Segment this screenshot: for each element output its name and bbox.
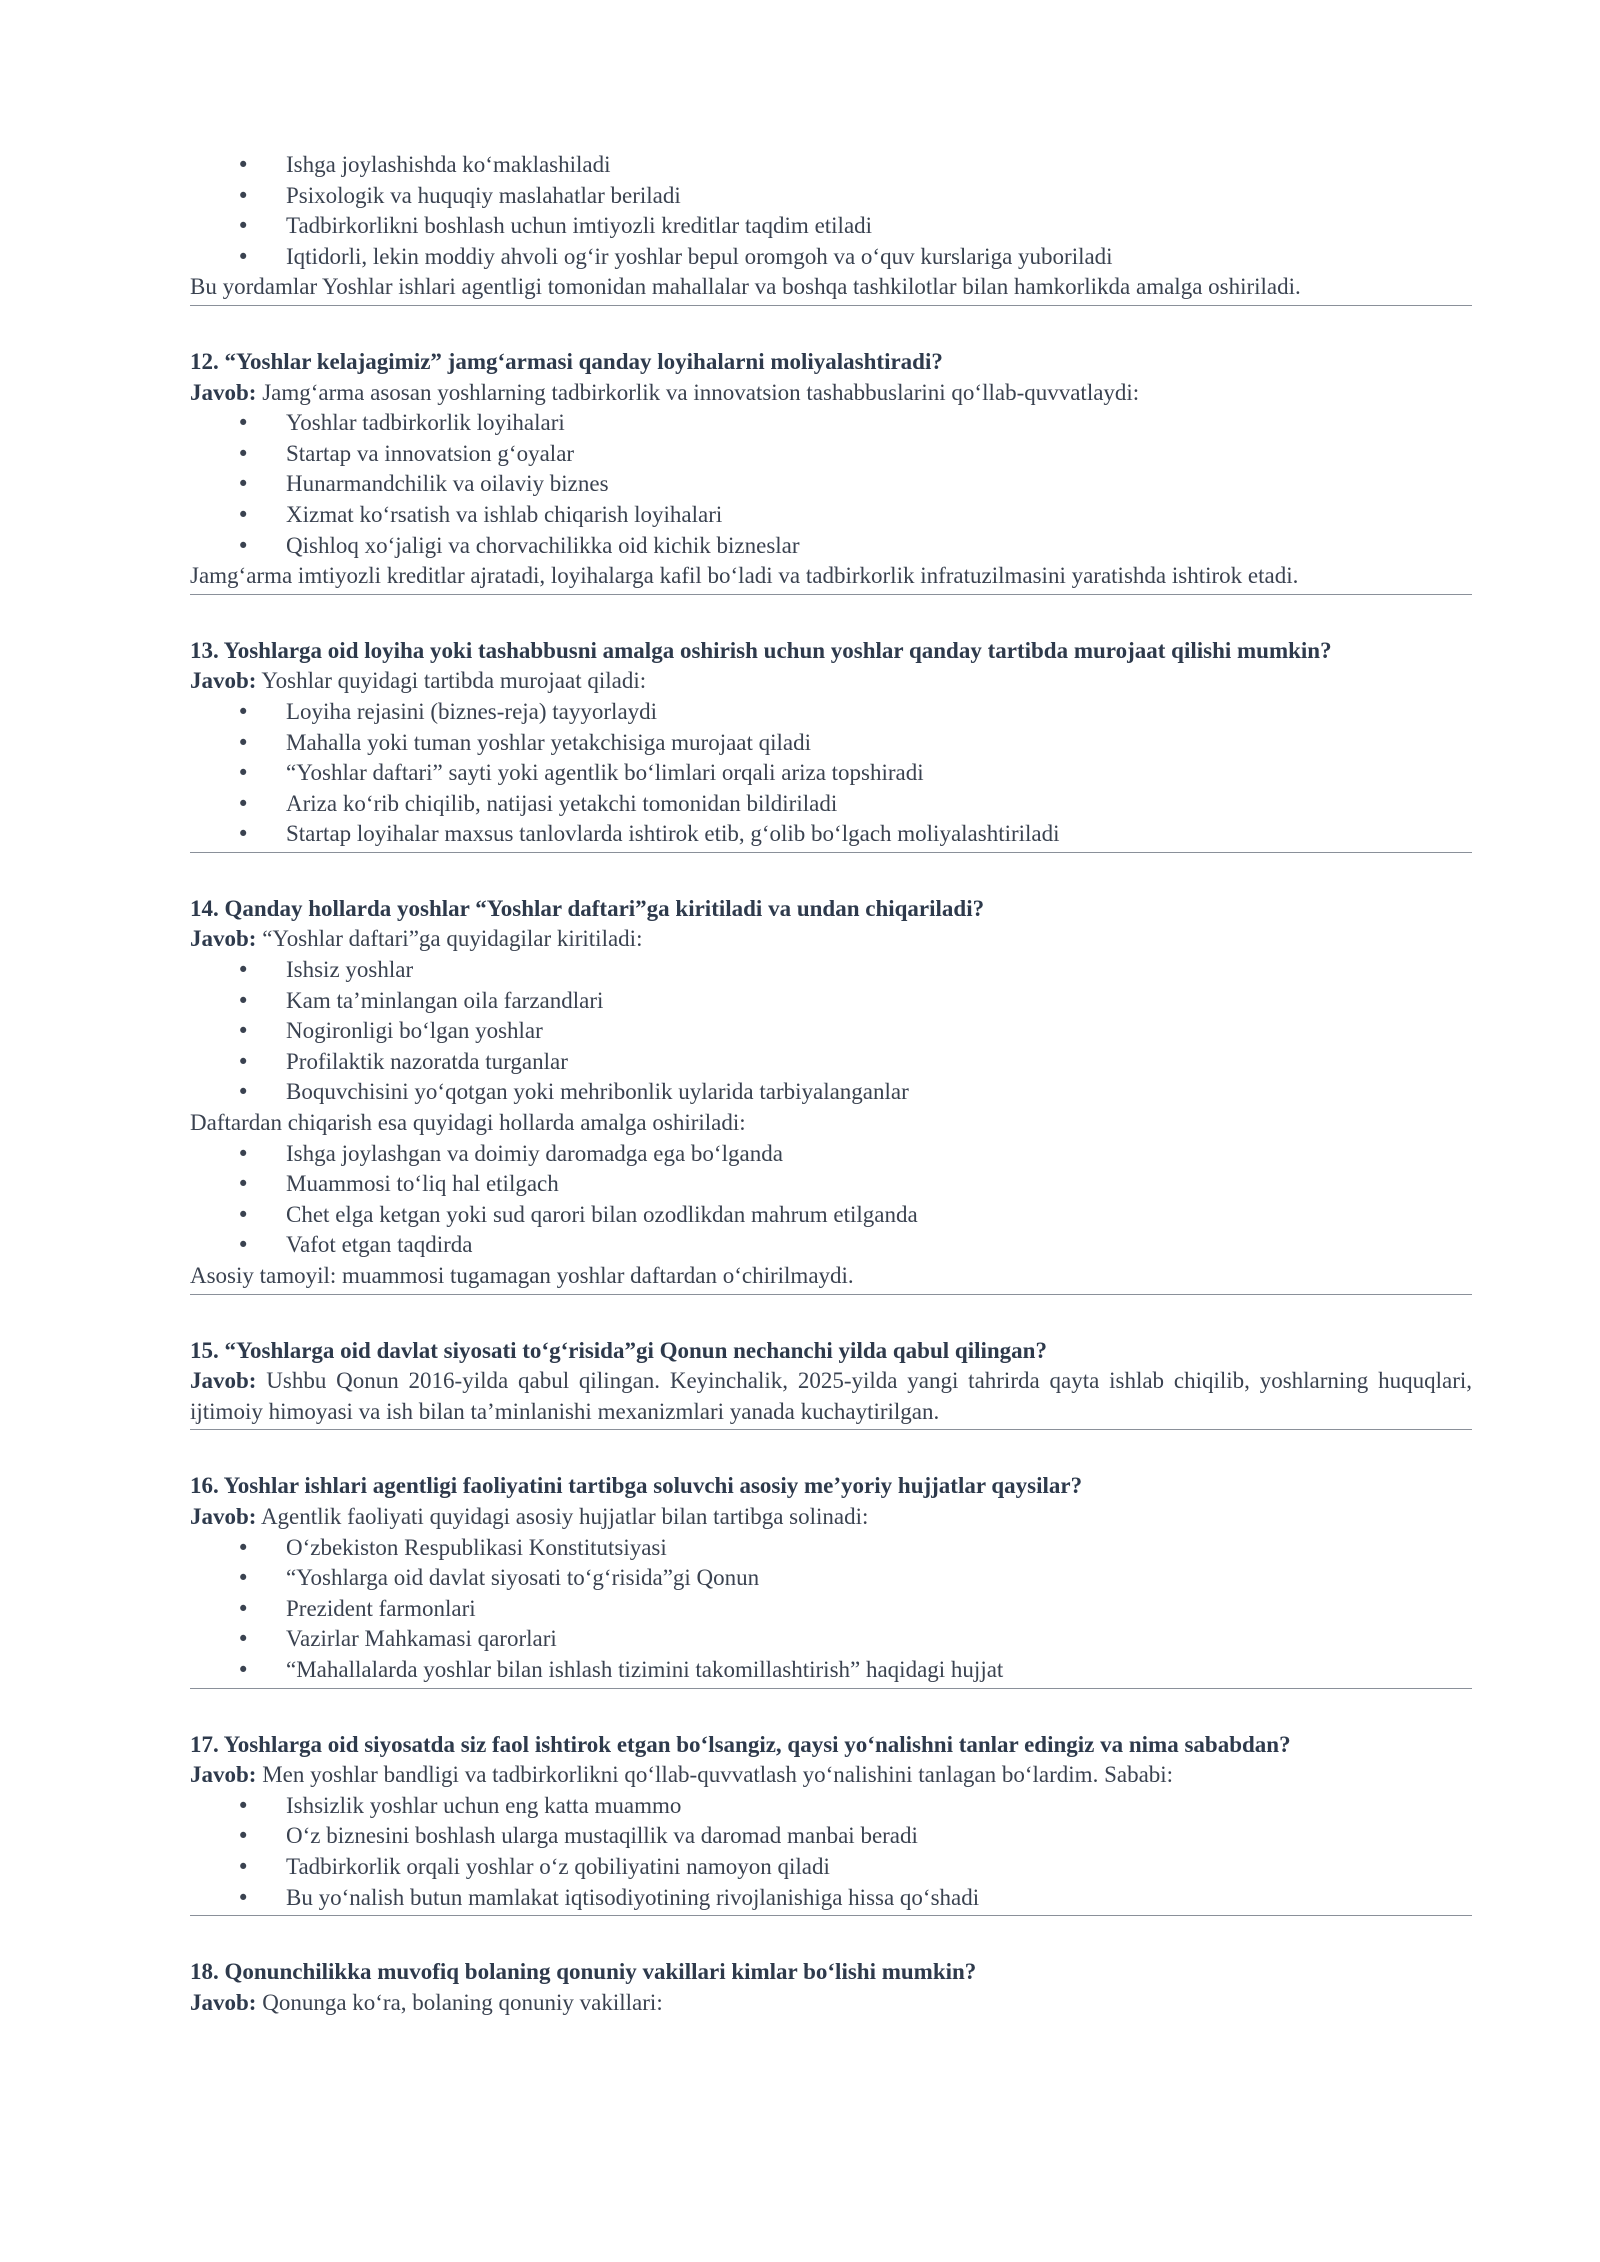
- question-section-18: [190, 1957, 1472, 2018]
- question-heading: 13. Yoshlarga oid loyiha yoki tashabbusni amalga oshirish uchun yoshlar qanday tartibda murojaat qilishi mumkin?: [190, 637, 1332, 663]
- answer-label: Javob:: [190, 1989, 257, 2015]
- answer-text: Jamg‘arma asosan yoshlarning tadbirkorlik va innovatsion tashabbuslarini qo‘llab-quvvatlaydi:: [262, 379, 1140, 405]
- bullet-list: [190, 697, 1472, 850]
- list-item: • Nogironligi bo‘lgan yoshlar: [190, 1016, 1472, 1047]
- list-item: • Tadbirkorlikni boshlash uchun imtiyozli kreditlar taqdim etiladi: [190, 211, 1472, 242]
- question-section-14: [190, 894, 1472, 1295]
- list-item: • Ariza ko‘rib chiqilib, natijasi yetakchi tomonidan bildiriladi: [190, 789, 1472, 820]
- intro-section: [190, 150, 1472, 306]
- question-heading: 17. Yoshlarga oid siyosatda siz faol ishtirok etgan bo‘lsangiz, qaysi yo‘nalishni tanlar edingiz va nima sababdan?: [190, 1731, 1291, 1757]
- answer-label: Javob:: [190, 1503, 257, 1529]
- list-item: • O‘z biznesini boshlash ularga mustaqillik va daromad manbai beradi: [190, 1821, 1472, 1852]
- list-item: • Startap va innovatsion g‘oyalar: [190, 439, 1472, 470]
- list-item: • “Yoshlar daftari” sayti yoki agentlik bo‘limlari orqali ariza topshiradi: [190, 758, 1472, 789]
- closing-text: Bu yordamlar Yoshlar ishlari agentligi tomonidan mahallalar va boshqa tashkilotlar bilan hamkorlikda amalga oshiriladi.: [190, 274, 1301, 300]
- list-item: • Startap loyihalar maxsus tanlovlarda ishtirok etib, g‘olib bo‘lgach moliyalashtiriladi: [190, 819, 1472, 850]
- question-section-12: [190, 347, 1472, 595]
- answer-text: Agentlik faoliyati quyidagi asosiy hujjatlar bilan tartibga solinadi:: [260, 1503, 869, 1529]
- list-item: • Bu yo‘nalish butun mamlakat iqtisodiyotining rivojlanishiga hissa qo‘shadi: [190, 1883, 1472, 1914]
- list-item: • Mahalla yoki tuman yoshlar yetakchisiga murojaat qiladi: [190, 728, 1472, 759]
- answer-label: Javob:: [190, 1762, 257, 1788]
- list-item: • Ishsiz yoshlar: [190, 955, 1472, 986]
- list-item: • Psixologik va huquqiy maslahatlar beriladi: [190, 181, 1472, 212]
- list-item: • “Yoshlarga oid davlat siyosati to‘g‘risida”gi Qonun: [190, 1563, 1472, 1594]
- question-heading: 14. Qanday hollarda yoshlar “Yoshlar daftari”ga kiritiladi va undan chiqariladi?: [190, 895, 985, 921]
- bullet-list: [190, 955, 1472, 1108]
- question-section-13: [190, 636, 1472, 853]
- closing-text: Asosiy tamoyil: muammosi tugamagan yoshlar daftardan o‘chirilmaydi.: [190, 1263, 854, 1288]
- question-section-17: [190, 1730, 1472, 1917]
- list-item: • Vazirlar Mahkamasi qarorlari: [190, 1624, 1472, 1655]
- document-body: [190, 150, 1472, 2018]
- answer-text: Qonunga ko‘ra, bolaning qonuniy vakillari:: [262, 1989, 663, 2015]
- middle-text: Daftardan chiqarish esa quyidagi hollarda amalga oshiriladi:: [190, 1110, 746, 1136]
- answer-label: Javob:: [190, 926, 257, 952]
- bullet-list: [190, 150, 1472, 272]
- bullet-list: [190, 408, 1472, 561]
- question-heading: 12. “Yoshlar kelajagimiz” jamg‘armasi qanday loyihalarni moliyalashtiradi?: [190, 348, 943, 374]
- list-item: • Kam ta’minlangan oila farzandlari: [190, 986, 1472, 1017]
- list-item: • Yoshlar tadbirkorlik loyihalari: [190, 408, 1472, 439]
- closing-text: Jamg‘arma imtiyozli kreditlar ajratadi, loyihalarga kafil bo‘ladi va tadbirkorlik infratuzilmasini yaratishda ishtirok etadi.: [190, 563, 1299, 589]
- list-item: • O‘zbekiston Respublikasi Konstitutsiyasi: [190, 1533, 1472, 1564]
- bullet-list: [190, 1791, 1472, 1913]
- question-heading: 15. “Yoshlarga oid davlat siyosati to‘g‘risida”gi Qonun nechanchi yilda qabul qilingan?: [190, 1337, 1047, 1363]
- list-item: • Boquvchisini yo‘qotgan yoki mehribonlik uylarida tarbiyalanganlar: [190, 1077, 1472, 1108]
- list-item: • Hunarmandchilik va oilaviy biznes: [190, 469, 1472, 500]
- question-section-15: [190, 1336, 1472, 1431]
- bullet-list: [190, 1139, 1472, 1261]
- list-item: • Iqtidorli, lekin moddiy ahvoli og‘ir yoshlar bepul oromgoh va o‘quv kurslariga yuboriladi: [190, 242, 1472, 273]
- answer-label: Javob:: [190, 1368, 257, 1394]
- list-item: • Prezident farmonlari: [190, 1594, 1472, 1625]
- question-section-16: [190, 1471, 1472, 1688]
- answer-text: Men yoshlar bandligi va tadbirkorlikni qo‘llab-quvvatlash yo‘nalishini tanlagan bo‘lardim. Sababi:: [262, 1762, 1174, 1788]
- answer-text: “Yoshlar daftari”ga quyidagilar kiritiladi:: [262, 926, 643, 952]
- list-item: • Qishloq xo‘jaligi va chorvachilikka oid kichik bizneslar: [190, 531, 1472, 562]
- list-item: • Tadbirkorlik orqali yoshlar o‘z qobiliyatini namoyon qiladi: [190, 1852, 1472, 1883]
- list-item: • Ishga joylashgan va doimiy daromadga ega bo‘lganda: [190, 1139, 1472, 1170]
- bullet-list: [190, 1533, 1472, 1686]
- question-heading: 16. Yoshlar ishlari agentligi faoliyatini tartibga soluvchi asosiy me’yoriy hujjatlar qaysilar?: [190, 1473, 1083, 1499]
- list-item: • Muammosi to‘liq hal etilgach: [190, 1169, 1472, 1200]
- list-item: • Loyiha rejasini (biznes-reja) tayyorlaydi: [190, 697, 1472, 728]
- answer-text: Ushbu Qonun 2016-yilda qabul qilingan. Keyinchalik, 2025-yilda yangi tahrirda qayta ishlab chiqilib, yoshlarning huquqlari, ijtimoiy himoyasi va ish bilan ta’minlanishi mexanizmlari yanada kuchaytirilgan.: [190, 1368, 1472, 1424]
- answer-label: Javob:: [190, 668, 257, 694]
- list-item: • “Mahallalarda yoshlar bilan ishlash tizimini takomillashtirish” haqidagi hujjat: [190, 1655, 1472, 1686]
- list-item: • Ishga joylashishda ko‘maklashiladi: [190, 150, 1472, 181]
- list-item: • Chet elga ketgan yoki sud qarori bilan ozodlikdan mahrum etilganda: [190, 1200, 1472, 1231]
- list-item: • Vafot etgan taqdirda: [190, 1230, 1472, 1261]
- list-item: • Profilaktik nazoratda turganlar: [190, 1047, 1472, 1078]
- answer-label: Javob:: [190, 379, 257, 405]
- list-item: • Xizmat ko‘rsatish va ishlab chiqarish loyihalari: [190, 500, 1472, 531]
- question-heading: 18. Qonunchilikka muvofiq bolaning qonuniy vakillari kimlar bo‘lishi mumkin?: [190, 1959, 977, 1985]
- answer-text: Yoshlar quyidagi tartibda murojaat qiladi:: [261, 668, 647, 694]
- list-item: • Ishsizlik yoshlar uchun eng katta muammo: [190, 1791, 1472, 1822]
